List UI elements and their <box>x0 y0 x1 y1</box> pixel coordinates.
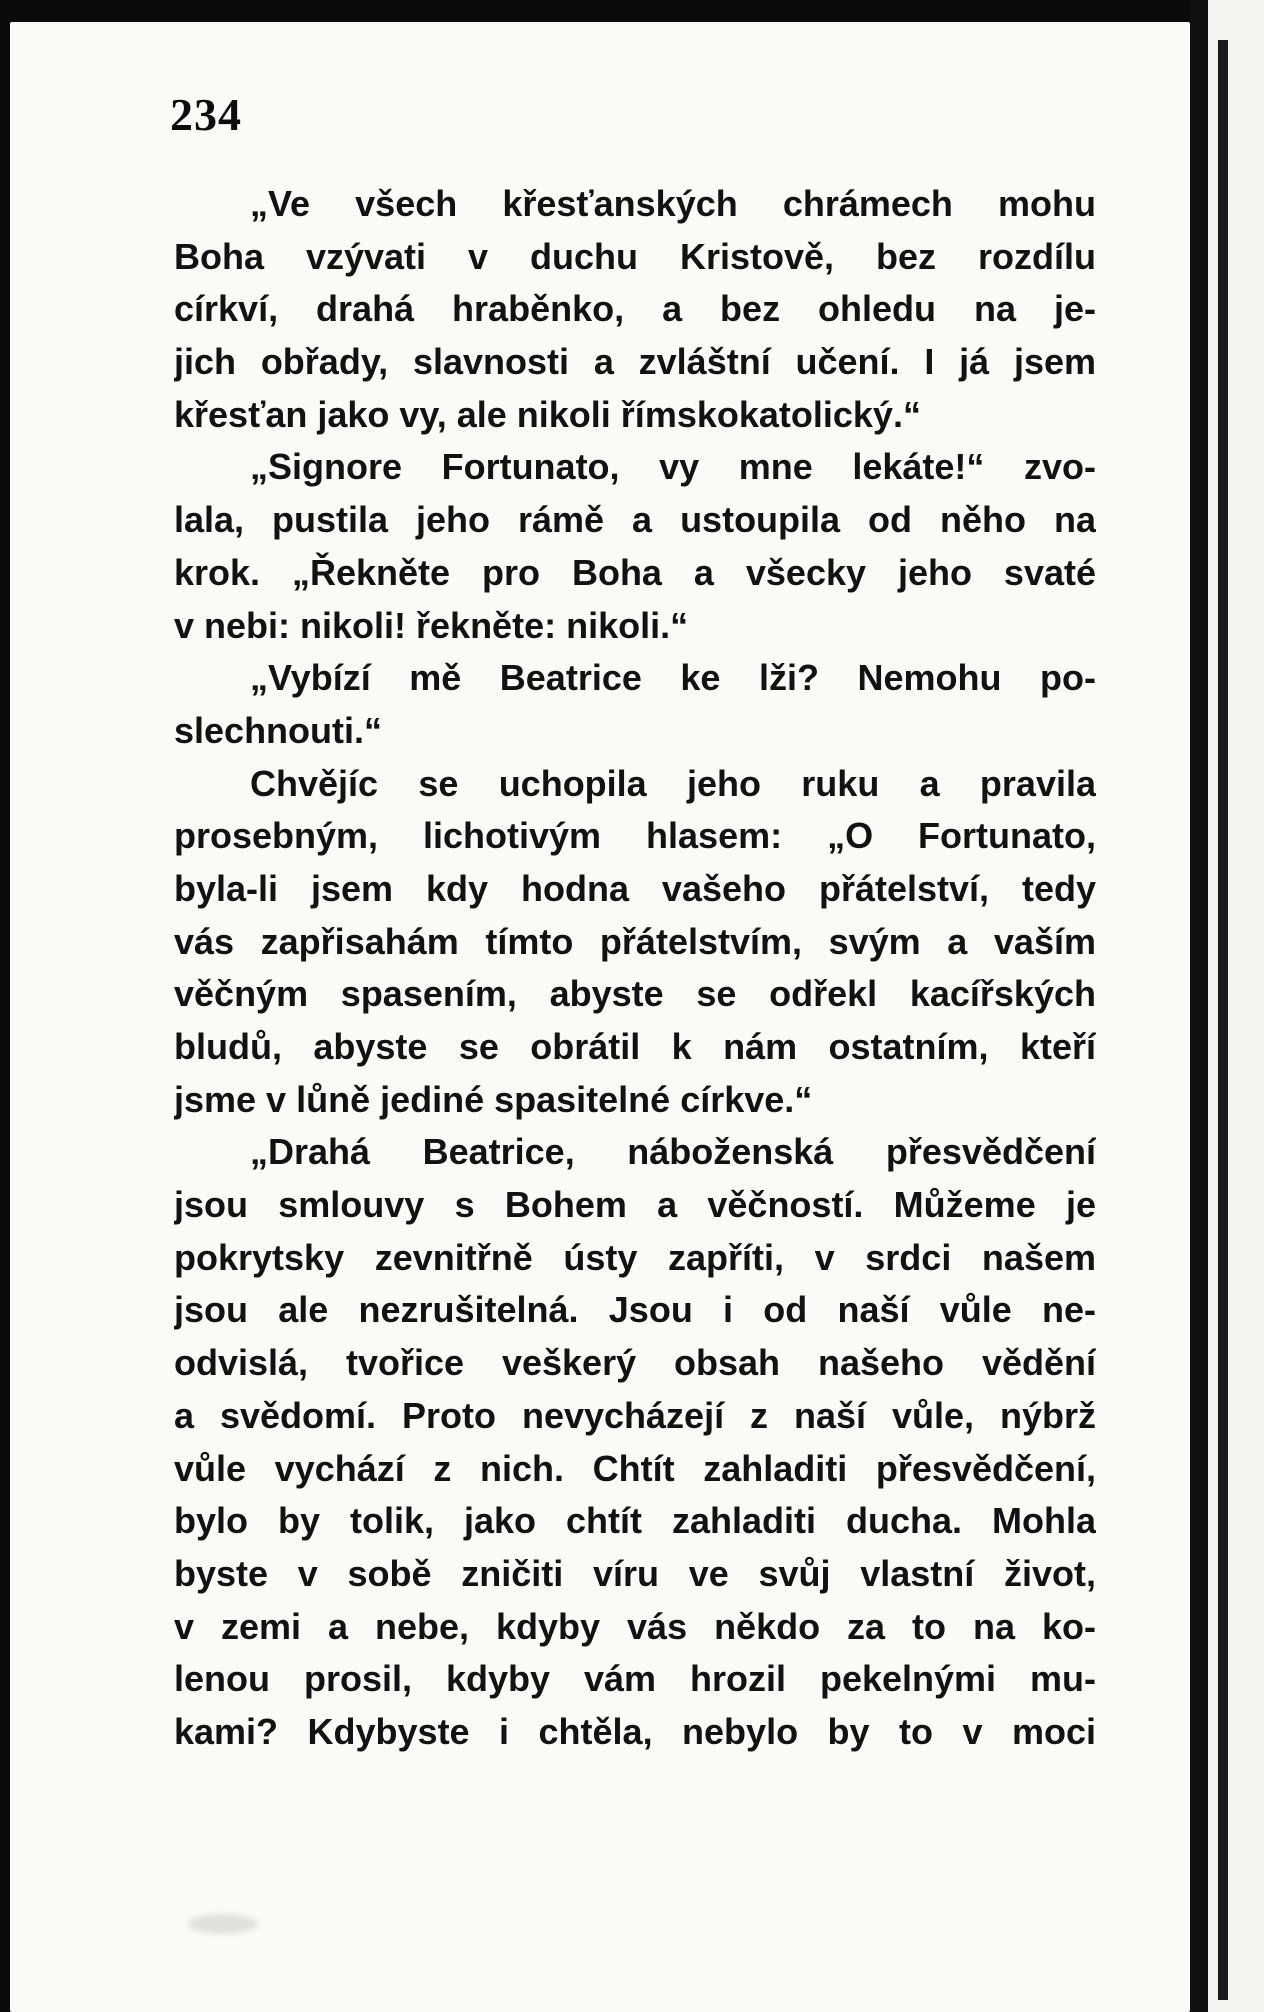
text-line: kami? Kdybyste i chtěla, nebylo by to v moci <box>174 1710 1096 1752</box>
text-line: krok. „Řekněte pro Boha a všecky jeho svaté <box>174 551 1096 593</box>
text-line: bylo by tolik, jako chtít zahladiti ducha. Mohla <box>174 1500 1096 1542</box>
text-line: věčným spasením, abyste se odřekl kacířských <box>174 973 1096 1015</box>
text-line: církví, drahá hraběnko, a bez ohledu na je- <box>174 288 1096 330</box>
paper-smudge <box>188 1914 258 1934</box>
page-number: 234 <box>170 89 242 140</box>
text-line: byla-li jsem kdy hodna vašeho přátelství, tedy <box>174 867 1096 909</box>
text-line: slechnouti.“ <box>174 709 383 751</box>
text-line: v zemi a nebe, kdyby vás někdo za to na ko- <box>174 1605 1096 1647</box>
text-line: „Ve všech křesťanských chrámech mohu <box>250 183 1096 224</box>
text-line: lala, pustila jeho rámě a ustoupila od něho na <box>174 499 1096 541</box>
text-line: Chvějíc se uchopila jeho ruku a pravila <box>250 762 1096 804</box>
text-line: lenou prosil, kdyby vám hrozil pekelnými mu- <box>174 1658 1096 1700</box>
text-line: vůle vychází z nich. Chtít zahladiti přesvědčení, <box>174 1447 1096 1489</box>
page-sheet <box>10 22 1190 2012</box>
text-line: „Signore Fortunato, vy mne lekáte!“ zvo- <box>250 446 1096 488</box>
text-line: Boha vzývati v duchu Kristově, bez rozdílu <box>174 235 1096 277</box>
text-line: jich obřady, slavnosti a zvláštní učení. I já jsem <box>174 341 1096 383</box>
text-line: „Vybízí mě Beatrice ke lži? Nemohu po- <box>250 657 1096 699</box>
text-line: byste v sobě zničiti víru ve svůj vlastní život, <box>174 1552 1096 1594</box>
gutter-shadow <box>1190 0 1208 2012</box>
body-text <box>174 178 1096 1759</box>
text-line: vás zapřisahám tímto přátelstvím, svým a vaším <box>174 920 1096 962</box>
text-line: v nebi: nikoli! řekněte: nikoli.“ <box>174 604 689 646</box>
text-line: jsme v lůně jediné spasitelné církve.“ <box>174 1078 813 1120</box>
text-line: „Drahá Beatrice, náboženská přesvědčení <box>250 1131 1096 1173</box>
edge-shadow <box>1218 40 1228 2000</box>
text-line: bludů, abyste se obrátil k nám ostatním, kteří <box>174 1026 1096 1067</box>
text-line: pokrytsky zevnitřně ústy zapříti, v srdci našem <box>174 1236 1096 1278</box>
text-line: a svědomí. Proto nevycházejí z naší vůle, nýbrž <box>174 1394 1096 1436</box>
adjacent-page-edge <box>1208 0 1264 2012</box>
text-line: jsou ale nezrušitelná. Jsou i od naší vůle ne- <box>174 1289 1096 1331</box>
text-line: jsou smlouvy s Bohem a věčností. Můžeme je <box>174 1184 1096 1226</box>
text-line: křesťan jako vy, ale nikoli římskokatolický.“ <box>174 393 921 435</box>
text-line: odvislá, tvořice veškerý obsah našeho vědění <box>174 1342 1096 1384</box>
text-line: prosebným, lichotivým hlasem: „O Fortunato, <box>174 815 1096 857</box>
